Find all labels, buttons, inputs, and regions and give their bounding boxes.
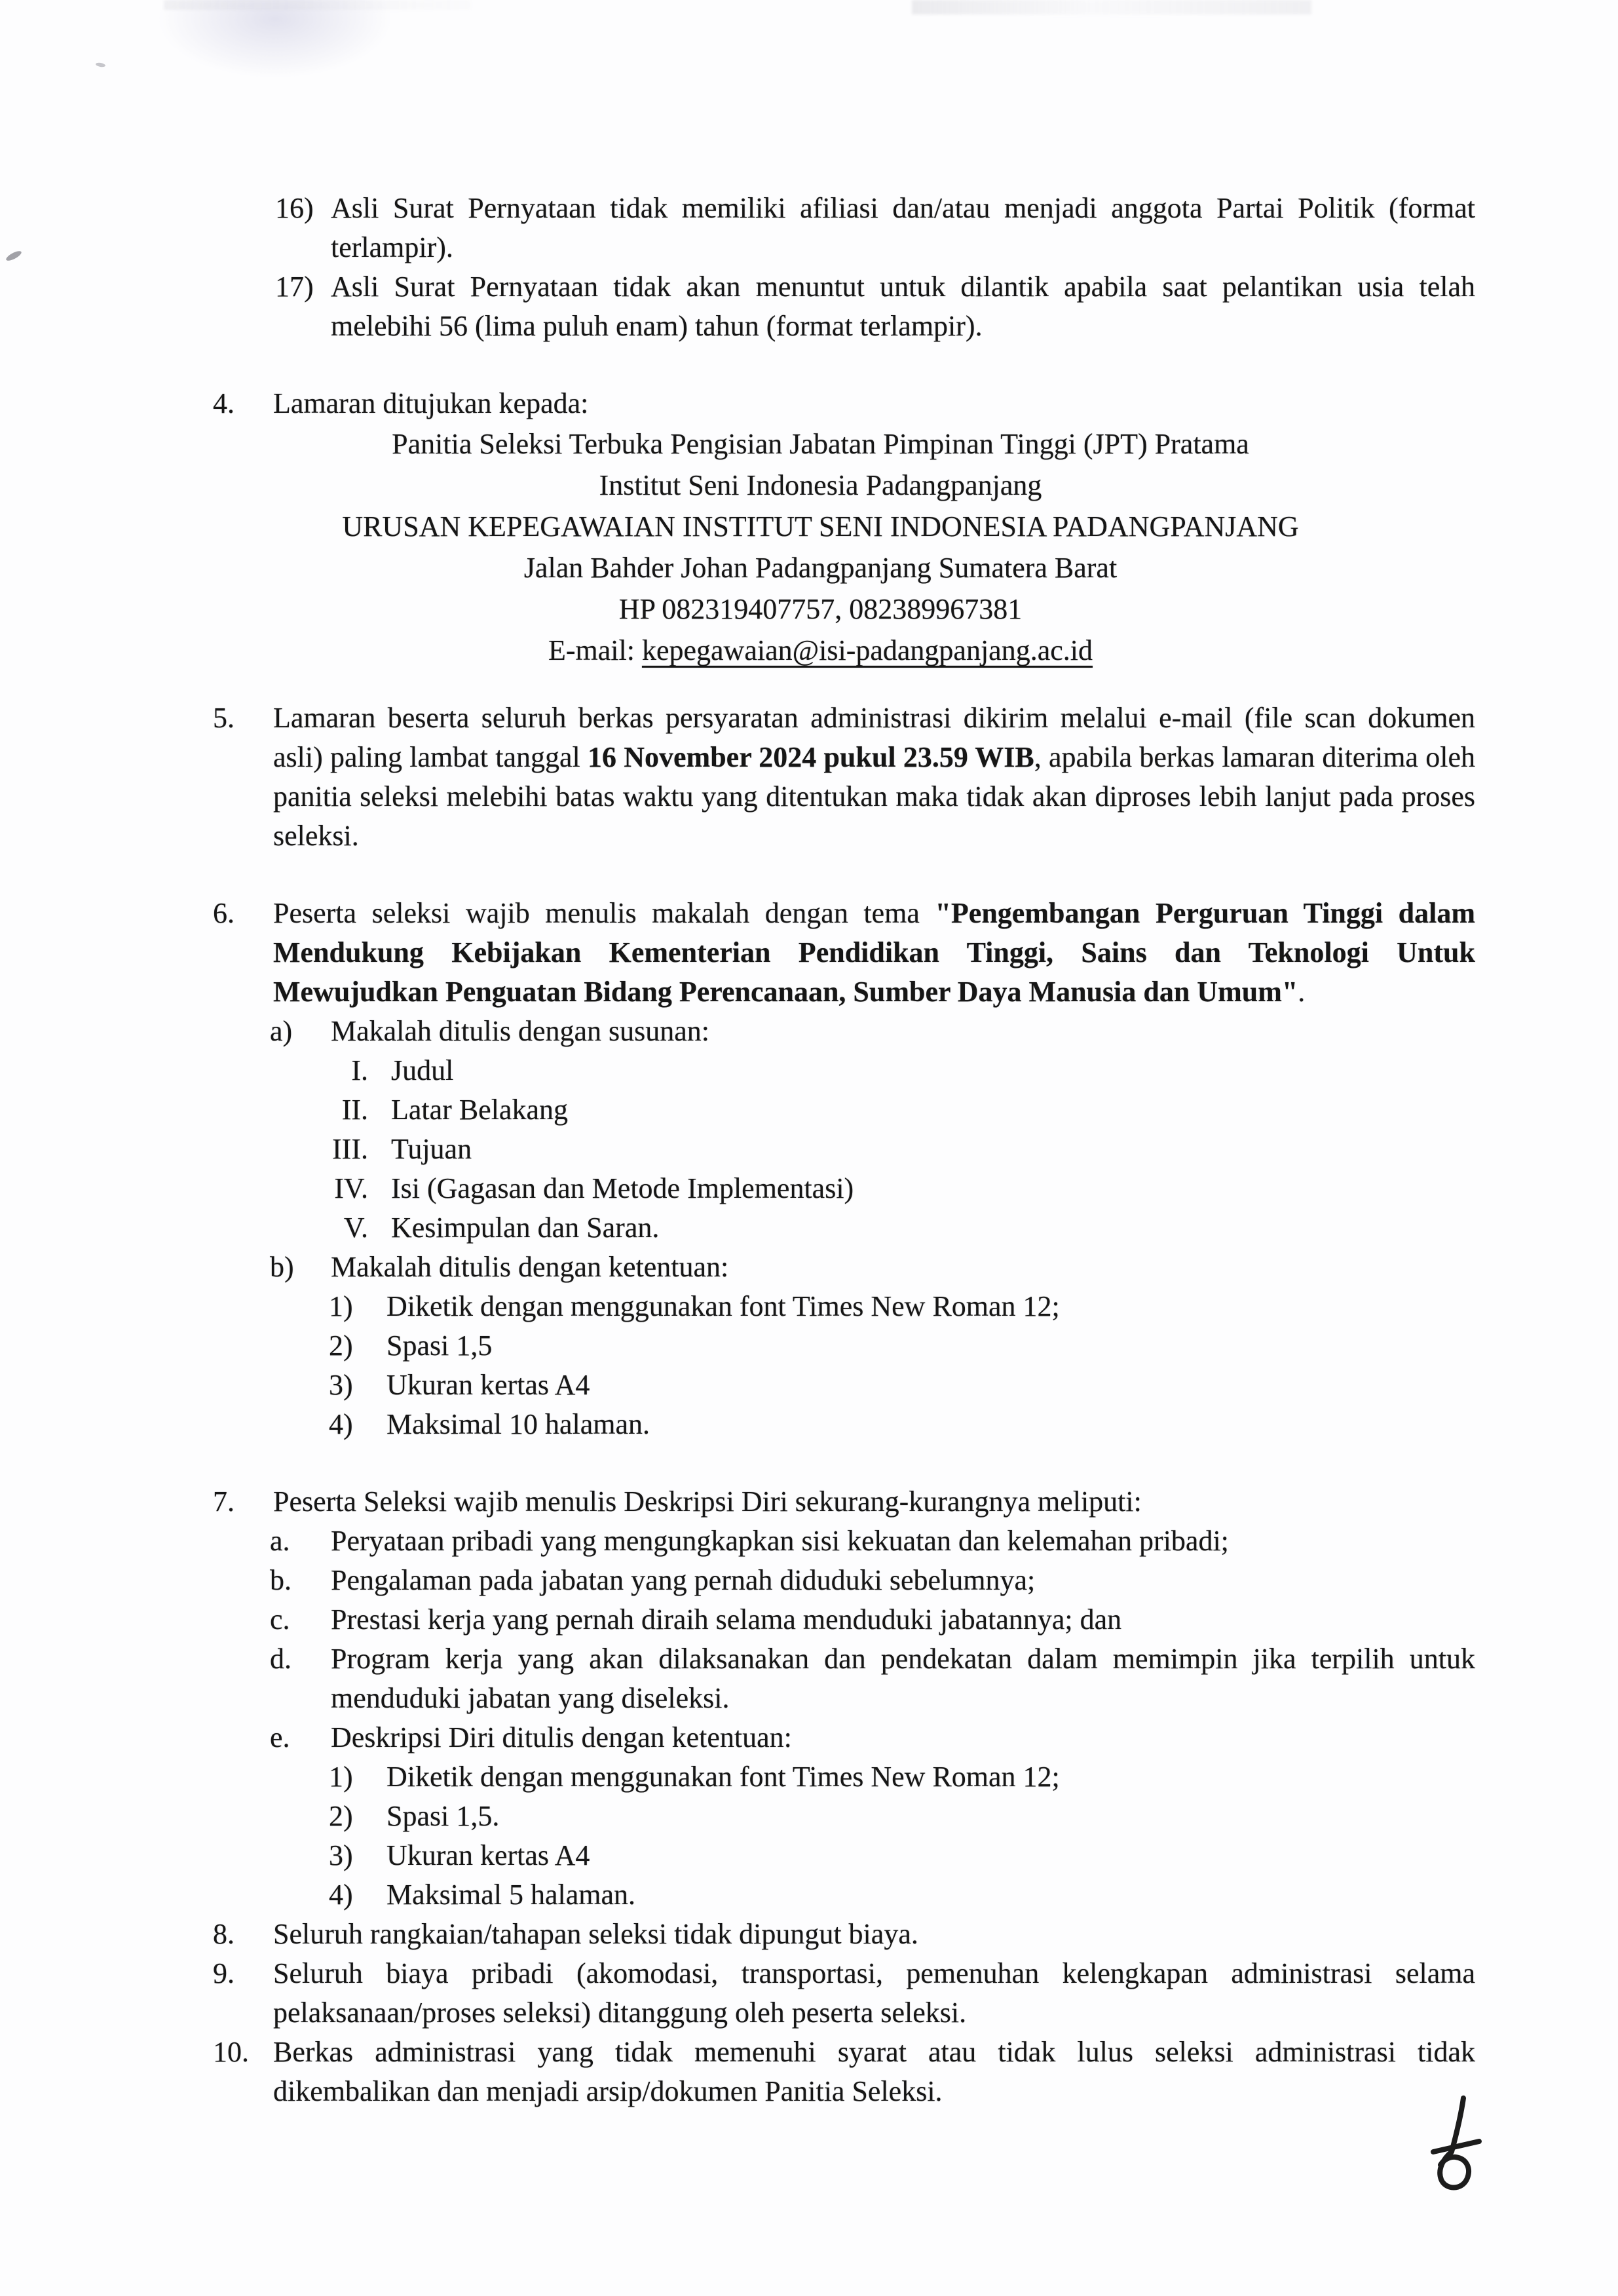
item-text: Pengalaman pada jabatan yang pernah diduduki sebelumnya; <box>331 1564 1036 1596</box>
item-marker: 5. <box>213 702 235 734</box>
email-label: E-mail: <box>548 634 642 666</box>
item-marker: 10. <box>213 2036 249 2068</box>
phone-line: HP 082319407757, 082389967381 <box>618 593 1023 625</box>
deadline-bold: 16 November 2024 pukul 23.59 WIB <box>588 741 1034 773</box>
list-item-6 <box>213 894 1475 1012</box>
item-text: Deskripsi Diri ditulis dengan ketentuan: <box>331 1721 792 1753</box>
item-text: Peryataan pribadi yang mengungkapkan sisi kekuatan dan kelemahan pribadi; <box>331 1525 1229 1557</box>
item-text: Spasi 1,5 <box>386 1330 493 1362</box>
item-marker: III. <box>332 1133 368 1165</box>
item-text: Asli Surat Pernyataan tidak memiliki afiliasi dan/atau menjadi anggota Partai Politik (format terlampir). <box>331 192 1475 263</box>
item-marker: 3) <box>329 1369 353 1401</box>
address-line: Institut Seni Indonesia Padangpanjang <box>599 469 1042 501</box>
scan-speck <box>96 62 106 68</box>
item-marker: II. <box>341 1094 368 1126</box>
item-marker: 4) <box>329 1408 353 1440</box>
text-regular: Peserta seleksi wajib menulis makalah dengan tema <box>273 897 935 929</box>
list-item-7d <box>270 1639 1475 1718</box>
email-link[interactable]: kepegawaian@isi-padangpanjang.ac.id <box>641 634 1093 666</box>
item-text: Berkas administrasi yang tidak memenuhi syarat atau tidak lulus seleksi administrasi tidak dikembalikan dan menjadi arsip/dokumen Panitia Seleksi. <box>273 2036 1475 2107</box>
item-marker: 1) <box>329 1290 353 1322</box>
item-marker: V. <box>343 1212 368 1244</box>
item-marker: 16) <box>275 192 314 224</box>
item-text: Peserta Seleksi wajib menulis Deskripsi Diri sekurang-kurangnya meliputi: <box>273 1485 1142 1518</box>
item-text: Tujuan <box>391 1133 472 1165</box>
list-item-6a <box>270 1012 1475 1051</box>
list-item-7e-4 <box>329 1875 1475 1915</box>
text-regular: Lamaran beserta seluruh berkas persyaratan administrasi dikirim melalui e-mail (file scan dokumen asli) paling lambat tanggal <box>273 702 1475 773</box>
item-marker: b. <box>270 1564 292 1596</box>
item-text: Seluruh rangkaian/tahapan seleksi tidak dipungut biaya. <box>273 1918 918 1950</box>
list-item-16 <box>275 189 1475 267</box>
list-item-5 <box>213 698 1475 856</box>
list-item-6a-v <box>275 1208 1475 1248</box>
item-text: Makalah ditulis dengan ketentuan: <box>331 1251 729 1283</box>
item-marker: 8. <box>213 1918 235 1950</box>
text-regular: , apabila berkas lamaran diterima oleh panitia seleksi melebihi batas waktu yang ditentukan maka tidak akan diproses lebih lanjut pada proses seleksi. <box>273 741 1475 852</box>
item-marker: 2) <box>329 1330 353 1362</box>
item-marker: 17) <box>275 271 314 303</box>
item-text: Prestasi kerja yang pernah diraih selama menduduki jabatannya; dan <box>331 1603 1122 1636</box>
address-block <box>216 423 1425 671</box>
item-marker: d. <box>270 1643 292 1675</box>
item-text <box>273 698 1475 856</box>
item-marker: 4) <box>329 1879 353 1911</box>
scan-edge-noise <box>912 0 1311 14</box>
list-item-4 <box>213 384 1475 423</box>
item-text: Diketik dengan menggunakan font Times New Roman 12; <box>386 1761 1060 1793</box>
item-marker: 2) <box>329 1800 353 1832</box>
handwritten-page-number <box>1423 2094 1495 2199</box>
email-line <box>216 630 1425 671</box>
list-item-10 <box>213 2033 1475 2111</box>
list-item-6a-ii <box>275 1090 1475 1130</box>
list-item-7e-3 <box>329 1836 1475 1875</box>
list-item-6a-i <box>275 1051 1475 1090</box>
scan-edge-noise <box>164 0 472 10</box>
list-item-7c <box>270 1600 1475 1639</box>
item-marker: 4. <box>213 387 235 419</box>
list-item-6a-iii <box>275 1130 1475 1169</box>
item-text: Maksimal 10 halaman. <box>386 1408 650 1440</box>
item-text: Kesimpulan dan Saran. <box>391 1212 660 1244</box>
list-item-7e-1 <box>329 1757 1475 1797</box>
address-line: URUSAN KEPEGAWAIAN INSTITUT SENI INDONESIA PADANGPANJANG <box>342 510 1299 543</box>
list-item-6a-iv <box>275 1169 1475 1208</box>
list-item-6b-2 <box>329 1326 1475 1366</box>
address-line: Jalan Bahder Johan Padangpanjang Sumatera Barat <box>523 552 1118 584</box>
item-marker: 7. <box>213 1485 235 1518</box>
item-text: Ukuran kertas A4 <box>386 1369 590 1401</box>
item-text: Lamaran ditujukan kepada: <box>273 387 589 419</box>
theme-title-bold: "Pengembangan Perguruan Tinggi dalam Mendukung Kebijakan Kementerian Pendidikan Tinggi, Sains dan Teknologi Untuk Mewujudkan Penguatan Bidang Perencanaan, Sumber Daya Manusia dan Umum" <box>273 897 1475 1008</box>
item-marker: 3) <box>329 1839 353 1871</box>
item-text: Makalah ditulis dengan susunan: <box>331 1015 710 1047</box>
address-line: Panitia Seleksi Terbuka Pengisian Jabatan Pimpinan Tinggi (JPT) Pratama <box>392 428 1249 460</box>
list-item-7e <box>270 1718 1475 1757</box>
list-item-9 <box>213 1954 1475 2033</box>
list-item-8 <box>213 1915 1475 1954</box>
list-item-6b <box>270 1248 1475 1287</box>
item-marker: 9. <box>213 1957 235 1989</box>
document-body <box>0 189 1618 2111</box>
list-item-17 <box>275 267 1475 346</box>
item-text: Maksimal 5 halaman. <box>386 1879 636 1911</box>
list-item-6b-3 <box>329 1366 1475 1405</box>
item-marker: a. <box>270 1525 290 1557</box>
item-text: Asli Surat Pernyataan tidak akan menuntut untuk dilantik apabila saat pelantikan usia telah melebihi 56 (lima puluh enam) tahun (format terlampir). <box>331 271 1475 342</box>
item-marker: c. <box>270 1603 290 1636</box>
item-marker: a) <box>270 1015 293 1047</box>
item-text: Latar Belakang <box>391 1094 568 1126</box>
list-item-7b <box>270 1561 1475 1600</box>
list-item-6b-1 <box>329 1287 1475 1326</box>
item-text: Seluruh biaya pribadi (akomodasi, transportasi, pemenuhan kelengkapan administrasi selama pelaksanaan/proses seleksi) ditanggung oleh peserta seleksi. <box>273 1957 1475 2029</box>
list-item-7e-2 <box>329 1797 1475 1836</box>
item-text: Judul <box>391 1054 454 1086</box>
scan-smudge <box>157 0 393 79</box>
item-marker: 6. <box>213 897 235 929</box>
item-text: Spasi 1,5. <box>386 1800 500 1832</box>
item-text: Isi (Gagasan dan Metode Implementasi) <box>391 1172 854 1204</box>
item-marker: IV. <box>334 1172 368 1204</box>
item-text: Program kerja yang akan dilaksanakan dan pendekatan dalam memimpin jika terpilih untuk menduduki jabatan yang diseleksi. <box>331 1643 1475 1714</box>
list-item-7a <box>270 1521 1475 1561</box>
list-item-6b-4 <box>329 1405 1475 1444</box>
item-text: Ukuran kertas A4 <box>386 1839 590 1871</box>
item-marker: e. <box>270 1721 290 1753</box>
list-item-7 <box>213 1482 1475 1521</box>
item-text: Diketik dengan menggunakan font Times New Roman 12; <box>386 1290 1060 1322</box>
item-marker: I. <box>351 1054 368 1086</box>
item-text <box>273 894 1475 1012</box>
item-marker: b) <box>270 1251 294 1283</box>
text-regular: . <box>1298 976 1306 1008</box>
item-marker: 1) <box>329 1761 353 1793</box>
